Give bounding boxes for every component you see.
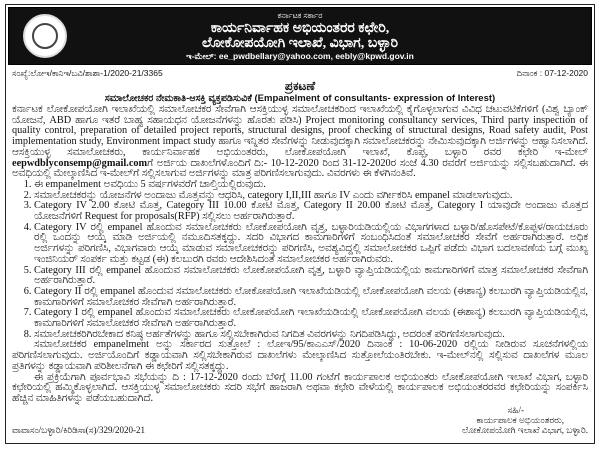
circular-paragraph: ಸಮಾಲೋಚಕರ empanelment ಅನ್ನು ಸರ್ಕಾರದ ಸುತ್ತೋಲೆ : ಲೋಇ/95/ಕಾಎಎಸ್/2020 ದಿನಾಂಕ : 10-06-2020 ರಲ್ಲಿಯ ನೀಡಿರುವ ಸೂಚನೆಗಳಲ್ಲಿಯ ಪರಿಗಣಿಸಲಾಗುವುದು. ಅರ್ಜಿಯೊಂದಿಗೆ ಕಡ್ಡಾಯವಾಗಿ ಸಲ್ಲಿಸಬೇಕಾಗಿರುವ ದಾಖಲೆಗಳು ಮೇಲ್ಕಾಣಿಸಿದ ಸುತ್ತೋಲೆಯಂತಿರಬೇಕು. ಇ-ಮೇಲ್‌ನಲ್ಲಿ ಸಲ್ಲಿಸುವ ದಾಖಲೆಗಳ ಮೂಲ ಪ್ರತಿಗಳನ್ನು ಕಡ್ಡಾಯವಾಗಿ ಪರಿಶೀಲನೆಗಾಗಿ ಈ ಕಛೇರಿಗೆ ಸಲ್ಲಿಸತಕ್ಕದ್ದು. bbox=[12, 339, 588, 372]
list-item: 3. Category IV 2.00 ಕೋಟಿ ಮೊತ್ತ, Category III 10.00 ಕೋಟಿ ಮೊತ್ತ, Category II 20.00 ಕೋಟಿ ಮೊತ್ತ, Category I ಯಾವುದೇ ಅಂದಾಜು ಮೊತ್ತದ ಯೋಜನೆಗಳಿಗೆ Request for proposals(RFP) ಸಲ್ಲಿಸಲು ಅರ್ಹರಾಗಿರುತ್ತಾರೆ. bbox=[34, 201, 588, 222]
notice-body bbox=[6, 105, 594, 405]
government-seal-icon bbox=[23, 14, 67, 58]
application-email: eepwdblyconsemp@gmail.com bbox=[12, 157, 148, 169]
list-item: 5. Category III ರಲ್ಲಿ empanel ಹೊಂದುವ ಸಮಾಲೋಚಕರು ಲೋಕೋಪಯೋಗಿ ವೃತ್ತ, ಬಳ್ಳಾರಿ ವ್ಯಾಪ್ತಿಯಡಿಯಲ್ಲಿಯ ಕಾಮಗಾರಿಗಳಿಗೆ ಮಾತ್ರ ಸಮಾಲೋಚಕರ ಸೇವೆಗಾಗಿ ಅರ್ಹರಾಗಿರುತ್ತಾರೆ. bbox=[34, 266, 588, 287]
department-name: ಲೋಕೋಪಯೋಗಿ ಇಲಾಖೆ, ವಿಭಾಗ, ಬಳ್ಳಾರಿ bbox=[201, 36, 399, 51]
list-item: 1. ಈ empanelment ಅವಧಿಯು 5 ವರ್ಷಗಳವರೆಗೆ ಚಾಲ್ತಿಯಲ್ಲಿರುವುದು. bbox=[34, 180, 588, 191]
signature-office: ಲೋಕೋಪಯೋಗಿ ಇಲಾಖೆ ವಿಭಾಗ, ಬಳ್ಳಾರಿ. bbox=[461, 424, 588, 435]
signature-designation: ಕಾರ್ಯಪಾಲಕ ಅಭಿಯಂತರರು, bbox=[476, 414, 564, 425]
footer-reference: ವಾವಾಸಂ/ಬಳ್ಳಾರಿ/ಕಿರಿಡಿಸಾ(ಸ)/329/2020-21 bbox=[12, 424, 146, 435]
signature-sd: ಸಹಿ/- bbox=[507, 404, 524, 415]
meeting-paragraph: ಈ ಪ್ರಕ್ರಿಯೆಗಾಗಿ ಪೂರ್ವಭಾವಿ ಸಭೆಯನ್ನು ದಿ : 17-12-2020 ರಂದು ಬೆಳಿಗ್ಗೆ 11.00 ಗಂಟೆಗೆ ಕಾರ್ಯಪಾಲಕ ಅಭಿಯಂತರು ಲೋಕೋಪಯೋಗಿ ಇಲಾಖೆ ವಿಭಾಗ, ಬಳ್ಳಾರಿ ಕಛೇರಿಯಲ್ಲಿ ಹಮ್ಮಿಕೊಳ್ಳಲಾಗಿದೆ. ಆಸಕ್ತಿಯುಳ್ಳ ಸಮಾಲೋಚಕರು ಸದರಿ ಸಭೆಗೆ ಹಾಜರಾಗಿ ಅಥವಾ ಕಛೇರಿ ವೇಳೆಯಲ್ಲಿ ಕಾರ್ಯಪಾಲಕ ಅಭಿಯಂತರರವರ ಕಛೇರಿಯನ್ನು ಸಂಪರ್ಕಿಸಿ ಹೆಚ್ಚಿನ ಮಾಹಿತಿಗಳನ್ನು ಪಡೆಯಬಹುದಾಗಿದೆ. bbox=[12, 371, 588, 404]
contact-email: ಇ-ಮೇಲ್: ee_pwdbellary@yahoo.com, eebly@kpwd.gov.in bbox=[186, 51, 414, 61]
notice-subtitle: ಸಮಾಲೋಚಕರ ನೇಮಕಾತಿ-ಆಸಕ್ತಿ ವ್ಯಕ್ತಪಡಿಸುವಿಕೆ (Empanelment of consultants- expression of Interest) bbox=[104, 93, 496, 104]
office-name: ಕಾರ್ಯನಿರ್ವಾಹಕ ಅಭಿಯಂತರರ ಕಛೇರಿ, bbox=[210, 21, 390, 36]
notice-title: ಪ್ರಕಟಣೆ bbox=[284, 79, 316, 93]
list-item: 8. ಸಮಾಲೋಚಕರಿಗಿರಬೇಕಾದ ಕನಿಷ್ಠ ಅರ್ಹತೆಗಳನ್ನು ಹಾಗೂ ಸಲ್ಲಿಸಬೇಕಾಗಿರುವ ನಿಗದಿತ ವಿವರಗಳನ್ನು ನಿಗದಿಪಡಿಸಿದ್ದು, ಅದರಂತೆ ಪರಿಗಣಿಸಲಾಗುವುದು. bbox=[34, 330, 588, 341]
intro-text-rest: ಗೆ ಅರ್ಜಿಯ ದಾಖಲೆಗಳೊಂದಿಗೆ ದಿ:- 10-12-2020 ರಿಂದ 31-12-2020ರ ಸಂಜೆ 4.30 ರವರೆಗೆ ಅರ್ಜಿಯನ್ನು ಸಲ್ಲಿಸಬಹುದಾಗಿದೆ. ಈ ಅವಧಿಯಲ್ಲಿ ಮೇಲ್ಕಾಣಿಸಿದ ಇ-ಮೇಲ್‌ಗೆ ಸಲ್ಲಿಸಲಾಗುವ ಅರ್ಜಿಗಳನ್ನು ಮಾತ್ರ ಪರಿಗಣಿಸಲಾಗುವುದು. ವಿವರಗಳು ಈ ಕೆಳಗಿನಂತಿವೆ. bbox=[12, 157, 588, 180]
list-item: 2. ಸಮಾಲೋಚಕರನ್ನು ಯೋಜನೆಗಳ ಅಂದಾಜು ಮೊತ್ತವನ್ನು ಆಧರಿಸಿ, category I,II,III ಹಾಗೂ IV ಎಂದು ವರ್ಗೀಕರಿಸಿ empanel ಮಾಡಲಾಗುವುದು. bbox=[34, 191, 588, 202]
footer-line bbox=[6, 425, 594, 436]
intro-paragraph bbox=[12, 105, 588, 180]
reference-number: ಸಂಖ್ಯೆ:ಲೋಇ/ಕಾನಿಇ/ಬವಿ/ಶಾಶಾ-1/2020-21/3365 bbox=[12, 68, 163, 78]
list-item: 4. Category IV ರಲ್ಲಿ empanel ಹೊಂದುವ ಸಮಾಲೋಚಕರು ಲೋಕೋಪಯೋಗಿ ವೃತ್ತ, ಬಳ್ಳಾರಿಯಡಿಯಲ್ಲಿಯ ವಿಭಾಗಗಳಾದ ಬಳ್ಳಾರಿ/ಹೊಸಪೇಟೆ/ಕೊಪ್ಪಳ/ರಾಯಚೂರು ರಲ್ಲಿ ಒಂದನ್ನು ಆಯ್ಕೆ ಮಾಡಿ ಅರ್ಜಿಯಲ್ಲಿ ನಮೂದಿಸತಕ್ಕದ್ದು. ಸದರಿ ವಿಭಾಗದ ಕಾಮಗಾರಿಗಳಿಗೆ ಸಂಬಂಧಿಸಿದಂತೆ ಸಮಾಲೋಚಕರ ಸೇವೆಗೆ ಅರ್ಹರಾಗಿರುತ್ತಾರೆ. ಅಧಿಕ ಅರ್ಜಿಗಳನ್ನು ಪರಿಗಣಿಸಿ, ವಿಭಾಗವಾರು ಆಯ್ಕೆ ಮಾಡುವ ಸಮಾಲೋಚಕರನ್ನು ಪರಿಗಣಿಸಿ, ಅವಶ್ಯವಿದ್ದಲ್ಲಿ ಸಮಾಲೋಚಕರ ಒಪ್ಪಿಗೆ ಪಡೆದು ವಿಭಾಗ ಬದಲಾವಣೆಯ ಬಗ್ಗೆ ಮುಖ್ಯ ಇಂಜಿನಿಯರ್ ಸಂಪರ್ಕ ಮತ್ತು ಕಟ್ಟಡ (ಈ) ಕಲಬುರಗಿ ರವರು ಆದೇಶಿಸಿದಂತೆ ಸಮಾಲೋಚಕರ ಅರ್ಹರಾಗಿರುವರು. bbox=[34, 223, 588, 266]
letterhead bbox=[8, 7, 592, 65]
list-item: 7. Category I ರಲ್ಲಿ empanel ಹೊಂದುವ ಸಮಾಲೋಚಕರು ಲೋಕೋಪಯೋಗಿ ಇಲಾಖೆಯಡಿಯಲ್ಲಿ ಲೋಕೋಪಯೋಗಿ ವಲಯ (ಈಶಾನ್ಯ) ಕಲಬುರಗಿ ವ್ಯಾಪ್ತಿಯಡಿಯಲ್ಲಿನ, ಕಾಮಗಾರಿಗಳಿಗೆ ಸಮಾಲೋಚಕರ ಸೇವೆಗಾಗಿ ಅರ್ಹರಾಗಿರುತ್ತಾರೆ. bbox=[34, 308, 588, 329]
intro-text: ಕರ್ನಾಟಕ ಲೋಕೋಪಯೋಗಿ ಇಲಾಖೆಯಲ್ಲಿ ಸಮಾಲೋಚಕರ ಸೇವೆಗಾಗಿ ಆಸಕ್ತಿಯುಳ್ಳ ಸಮಾಲೋಚಕರಿಂದ ಇಲಾಖೆಯಲ್ಲಿ ಕೈಗೊಳ್ಳಲಾಗುವ ವಿವಿಧ ಚಟುವಟಿಕೆಗಳಿಗೆ (ವಿಶ್ವ ಬ್ಯಾಂಕ್ ಯೋಜನೆ, ABD ಹಾಗೂ ಇತರೆ ಬಾಹ್ಯ ಸಹಾಯಧನ ಯೋಜನೆಗಳನ್ನು ಹೊರತು ಪಡಿಸಿ) Project monitoring consultancy services, Third party inspection of quality control, preparation of detailed project reports, structural designs, proof checking of structural designs, Road safety audit, Post implementation study, Environment impact study ಹಾಗೂ ಇನ್ನಿತರ ಸೇವೆಗಳನ್ನು ನೀಡುವುದಕ್ಕಾಗಿ ಸಮಾಲೋಚಕರನ್ನು ನೇಮಿಸುವುದಕ್ಕಾಗಿ ಅರ್ಜಿಗಳನ್ನು ಆಹ್ವಾನಿಸಲಾಗಿದೆ. ಆಸಕ್ತಿಯುಳ್ಳ ಸಮಾಲೋಚಕರು, ಕಾರ್ಯನಿರ್ವಾಹಕ ಅಭಿಯಂತರರು, ಲೋಕೋಪಯೋಗಿ ಇಲಾಖೆ, ಕೊಪ್ಪ, ಬಳ್ಳಾರಿ ರವರ ಕಛೇರಿ ಇ-ಮೇಲ್ bbox=[12, 104, 588, 158]
notice-date: ದಿನಾಂಕ : 07-12-2020 bbox=[516, 68, 588, 78]
list-item: 6. Category II ರಲ್ಲಿ empanel ಹೊಂದುವ ಸಮಾಲೋಚಕರು ಲೋಕೋಪಯೋಗಿ ಇಲಾಖೆಯಡಿಯಲ್ಲಿ ಲೋಕೋಪಯೋಗಿ ವಲಯ (ಈಶಾನ್ಯ) ಕಲಬುರಗಿ ವ್ಯಾಪ್ತಿಯಡಿಯಲ್ಲಿನ, ಕಾಮಗಾರಿಗಳಿಗೆ ಸಮಾಲೋಚಕರ ಸೇವೆಗಾಗಿ ಅರ್ಹರಾಗಿರುತ್ತಾರೆ. bbox=[34, 287, 588, 308]
conditions-list bbox=[12, 180, 588, 341]
notice-page bbox=[5, 4, 595, 444]
government-name: ಕರ್ನಾಟಕ ಸರ್ಕಾರ bbox=[277, 11, 323, 20]
